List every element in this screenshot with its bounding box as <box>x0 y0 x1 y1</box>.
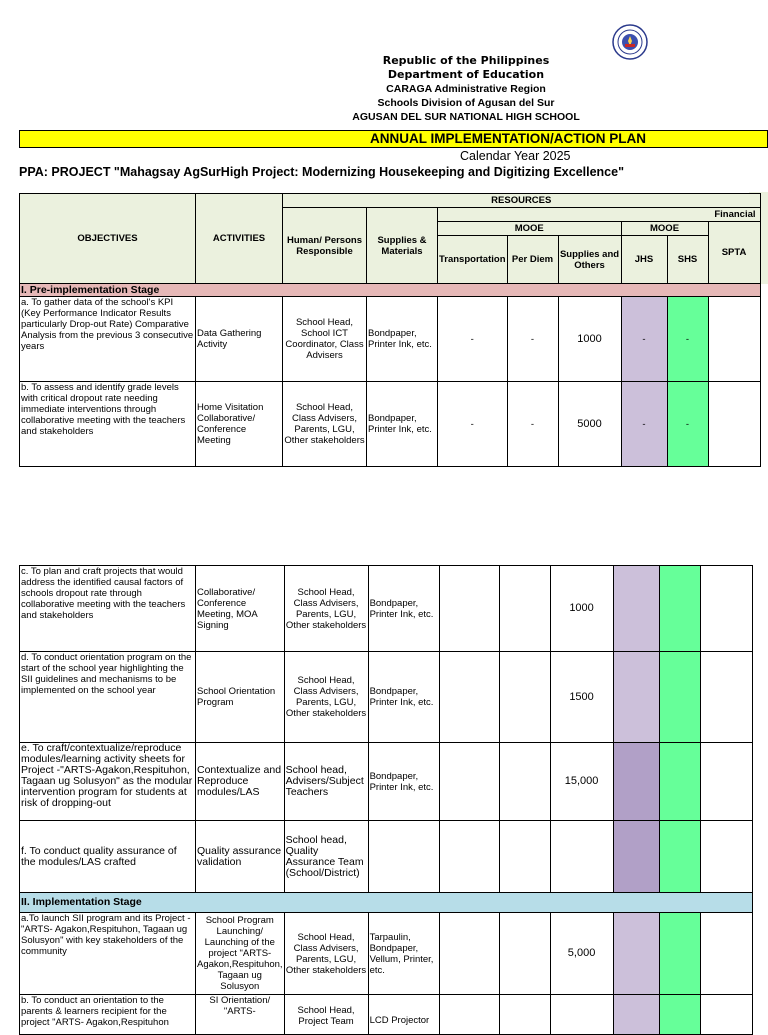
transport-cell <box>439 743 499 821</box>
spta-cell <box>708 382 760 467</box>
transport-cell <box>439 995 499 1035</box>
jhs-cell: - <box>621 382 667 467</box>
transport-cell: - <box>438 297 508 382</box>
jhs-cell: - <box>621 297 667 382</box>
shs-cell <box>659 913 700 995</box>
activity-cell: Quality assurance validation <box>196 821 285 893</box>
ppa-title: PPA: PROJECT "Mahagsay AgSurHigh Project: Modernizing Housekeeping and Digitizing Excellence" <box>19 165 625 179</box>
spta-cell <box>700 995 752 1035</box>
supplies-cell: LCD Projector <box>368 995 439 1035</box>
transport-cell <box>439 566 499 652</box>
col-human: Human/ Persons Responsible <box>283 208 367 284</box>
activity-cell: Data Gathering Activity <box>196 297 283 382</box>
plan-title-bar <box>19 130 768 148</box>
spta-cell <box>708 297 760 382</box>
shs-cell <box>659 652 700 743</box>
human-cell: School Head, Class Advisers, Parents, LGU, Other stakeholders <box>284 652 368 743</box>
per-diem-cell <box>499 743 550 821</box>
activity-cell: Collaborative/ Conference Meeting, MOA Signing <box>196 566 285 652</box>
shs-cell <box>659 743 700 821</box>
transport-cell <box>439 652 499 743</box>
per-diem-cell <box>499 652 550 743</box>
stage-implementation: II. Implementation Stage <box>20 893 753 913</box>
table-row <box>20 995 753 1035</box>
supplies-cell: Bondpaper, Printer Ink, etc. <box>367 297 438 382</box>
spta-cell <box>700 913 752 995</box>
supplies-others-cell: 5000 <box>558 382 621 467</box>
table-row <box>20 382 761 467</box>
plan-title: ANNUAL IMPLEMENTATION/ACTION PLAN <box>370 131 646 146</box>
activity-cell: School Orientation Program <box>196 652 285 743</box>
table-row <box>20 743 753 821</box>
objective-cell: a.To launch SII program and its Project - "ARTS- Agakon,Respituhon, Tagaan ug Solusyon" with key stakeholders of the community <box>20 913 196 995</box>
header-department: Department of Education <box>387 68 545 81</box>
supplies-others-cell <box>550 995 613 1035</box>
objective-cell: f. To conduct quality assurance of the modules/LAS crafted <box>20 821 196 893</box>
table-row <box>20 297 761 382</box>
spta-cell <box>700 566 752 652</box>
spta-cell <box>700 743 752 821</box>
calendar-year: Calendar Year 2025 <box>460 149 571 163</box>
header-school: AGUSAN DEL SUR NATIONAL HIGH SCHOOL <box>352 111 580 123</box>
deped-seal-icon <box>612 24 648 60</box>
col-supplies-others: Supplies and Others <box>558 236 621 284</box>
human-cell: School Head, Project Team <box>284 995 368 1035</box>
activity-cell: Contextualize and Reproduce modules/LAS <box>196 743 285 821</box>
objective-cell: b. To assess and identify grade levels with critical dropout rate needing immediate interventions through collaborative meeting with the teachers and stakeholders <box>20 382 196 467</box>
supplies-others-cell <box>550 821 613 893</box>
shs-cell <box>659 566 700 652</box>
supplies-others-cell: 1500 <box>550 652 613 743</box>
spta-cell <box>700 652 752 743</box>
col-supplies: Supplies & Materials <box>367 208 438 284</box>
supplies-cell: Bondpaper, Printer Ink, etc. <box>367 382 438 467</box>
header-division: Schools Division of Agusan del Sur <box>377 97 555 109</box>
col-jhs: JHS <box>621 236 667 284</box>
jhs-cell <box>613 995 659 1035</box>
supplies-cell <box>368 821 439 893</box>
col-financial: Financial <box>438 208 761 222</box>
table-row <box>20 913 753 995</box>
human-cell: School head, Advisers/Subject Teachers <box>284 743 368 821</box>
supplies-cell: Bondpaper, Printer Ink, etc. <box>368 652 439 743</box>
stage-pre-implementation: I. Pre-implementation Stage <box>20 284 761 297</box>
jhs-cell <box>613 566 659 652</box>
supplies-cell: Bondpaper, Printer Ink, etc. <box>368 566 439 652</box>
transport-cell <box>439 913 499 995</box>
supplies-others-cell: 15,000 <box>550 743 613 821</box>
shs-cell: - <box>667 382 708 467</box>
human-cell: School Head, Class Advisers, Parents, LGU, Other stakeholders <box>283 382 367 467</box>
col-activities: ACTIVITIES <box>196 194 283 284</box>
per-diem-cell: - <box>507 382 558 467</box>
spta-cell <box>700 821 752 893</box>
activity-cell: Home Visitation Collaborative/ Conference Meeting <box>196 382 283 467</box>
objective-cell: a. To gather data of the school's KPI (Key Performance Indicator Results particularly Drop-out Rate) Comparative Analysis from the previous 3 consecutive years <box>20 297 196 382</box>
action-plan-table-top <box>19 193 761 467</box>
header-republic: Republic of the Philippines <box>382 54 550 67</box>
table-row <box>20 652 753 743</box>
jhs-cell <box>613 743 659 821</box>
per-diem-cell <box>499 566 550 652</box>
shs-cell <box>659 995 700 1035</box>
table-row <box>20 566 753 652</box>
activity-cell: School Program Launching/ Launching of the project "ARTS-Agakon,Respituhon, Tagaan ug Solusyon <box>196 913 285 995</box>
human-cell: School Head, School ICT Coordinator, Class Advisers <box>283 297 367 382</box>
action-plan-table-bottom <box>19 565 753 1035</box>
col-resources: RESOURCES <box>283 194 761 208</box>
objective-cell: b. To conduct an orientation to the parents & learners recipient for the project "ARTS- Agakon,Respituhon <box>20 995 196 1035</box>
col-mooe-2: MOOE <box>621 222 708 236</box>
col-shs: SHS <box>667 236 708 284</box>
supplies-others-cell: 1000 <box>550 566 613 652</box>
supplies-cell: Tarpaulin, Bondpaper, Vellum, Printer, etc. <box>368 913 439 995</box>
col-per-diem: Per Diem <box>507 236 558 284</box>
transport-cell <box>439 821 499 893</box>
col-transportation: Transportation <box>438 236 508 284</box>
transport-cell: - <box>438 382 508 467</box>
per-diem-cell: - <box>507 297 558 382</box>
jhs-cell <box>613 652 659 743</box>
shs-cell <box>659 821 700 893</box>
activity-cell: SI Orientation/ "ARTS- <box>196 995 285 1035</box>
col-objectives: OBJECTIVES <box>20 194 196 284</box>
supplies-cell: Bondpaper, Printer Ink, etc. <box>368 743 439 821</box>
jhs-cell <box>613 913 659 995</box>
per-diem-cell <box>499 995 550 1035</box>
shs-cell: - <box>667 297 708 382</box>
header-region: CARAGA Administrative Region <box>386 83 546 95</box>
human-cell: School head, Quality Assurance Team (School/District) <box>284 821 368 893</box>
human-cell: School Head, Class Advisers, Parents, LGU, Other stakeholders <box>284 913 368 995</box>
table-row <box>20 821 753 893</box>
objective-cell: c. To plan and craft projects that would address the identified causal factors of schools dropout rate through collaborative meeting with the teachers and stakeholders <box>20 566 196 652</box>
human-cell: School Head, Class Advisers, Parents, LGU, Other stakeholders <box>284 566 368 652</box>
col-spta: SPTA <box>708 222 760 284</box>
jhs-cell <box>613 821 659 893</box>
col-mooe: MOOE <box>438 222 622 236</box>
objective-cell: e. To craft/contextualize/reproduce modules/learning activity sheets for Project -"ARTS-Agakon,Respituhon, Tagaan ug Solusyon" as the modular intervention program for students at risk of dropping-out <box>20 743 196 821</box>
supplies-others-cell: 5,000 <box>550 913 613 995</box>
supplies-others-cell: 1000 <box>558 297 621 382</box>
objective-cell: d. To conduct orientation program on the start of the school year highlighting the SII guidelines and mechanisms to be implemented on the school year <box>20 652 196 743</box>
per-diem-cell <box>499 821 550 893</box>
per-diem-cell <box>499 913 550 995</box>
